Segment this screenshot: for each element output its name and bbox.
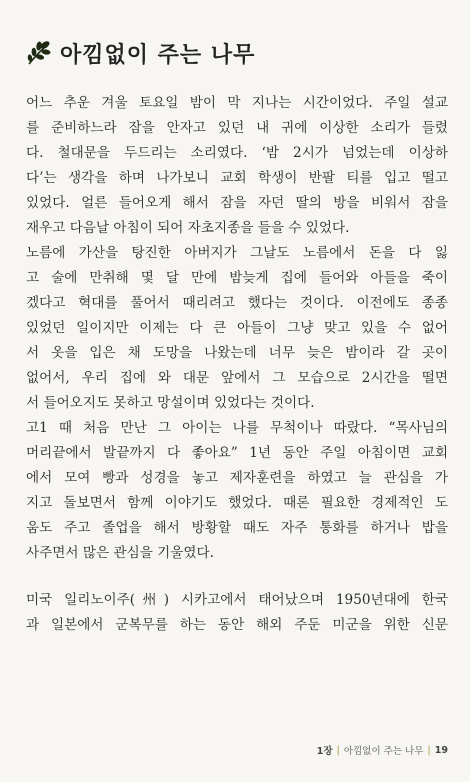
text-line: 있었던 일이지만 이제는 다 큰 아들이 그냥 맞고 있을 수 없어	[26, 320, 448, 336]
text-line: 없어서, 우리 집에 와 대문 앞에서 그 모습으로 2시간을 떨면	[26, 370, 448, 386]
paragraph	[26, 416, 448, 566]
text-line: 다’는 생각을 하며 나가보니 교회 학생이 반팔 티를 입고 떨고	[26, 170, 448, 186]
text-line: 과 일본에서 군복무를 하는 동안 해외 주둔 미군을 위한 신문	[26, 617, 448, 633]
text-line: 어느 추운 겨울 토요일 밤이 막 지나는 시간이었다. 주일 설교	[26, 95, 448, 111]
text-line: 재우고 다음날 아침이 되어 자초지종을 들을 수 있었다.	[26, 220, 350, 236]
leaf-sprig-icon	[26, 40, 54, 66]
text-line: 에서 모여 빵과 성경을 놓고 제자훈련을 하였고 늘 관심을 가	[26, 470, 448, 486]
text-line: 노름에 가산을 탕진한 아버지가 그날도 노름에서 돈을 다 잃	[26, 245, 448, 261]
footer-separator: |	[427, 744, 431, 756]
paragraph	[26, 91, 448, 241]
chapter-label: 1장	[316, 746, 333, 757]
text-line: 를 준비하느라 잠을 안자고 있던 내 귀에 이상한 소리가 들렸	[26, 120, 448, 136]
running-title: 아낌없이 주는 나무	[343, 746, 424, 757]
text-line: 겠다고 혁대를 풀어서 때리려고 했다는 것이다. 이전에도 종종	[26, 295, 448, 311]
text-line: 머리끝에서 발끝까지 다 좋아요” 1년 동안 주일 아침이면 교회	[26, 445, 448, 461]
running-footer	[317, 743, 448, 757]
text-line: 서 옷을 입은 채 도망을 나왔는데 너무 늦은 밤이라 갈 곳이	[26, 345, 448, 361]
section-title: 아낌없이 주는 나무	[60, 42, 256, 68]
paragraph-spacer	[26, 566, 448, 588]
text-line: 다. 철대문을 두드리는 소리였다. ‘밤 2시가 넘었는데 이상하	[26, 145, 448, 161]
text-line: 미국 일리노이주(州) 시카고에서 태어났으며 1950년대에 한국	[26, 592, 448, 608]
text-line: 사주면서 많은 관심을 기울였다.	[26, 545, 214, 561]
text-line: 고1 때 처음 만난 그 아이는 나를 무척이나 따랐다. “목사님의	[26, 420, 448, 436]
paragraph	[26, 241, 448, 416]
text-line: 있었다. 얼른 들어오게 해서 잠을 자던 딸의 방을 비워서 잠을	[26, 195, 448, 211]
text-line: 움도 주고 졸업을 해서 방황할 때도 자주 통화를 하거나 밥을	[26, 520, 448, 536]
text-line: 서 들어오지도 못하고 망설이며 있었다는 것이다.	[26, 395, 315, 411]
text-line: 고 술에 만취해 몇 달 만에 밤늦게 집에 들어와 아들을 죽이	[26, 270, 448, 286]
paragraph	[26, 588, 448, 638]
text-line: 지고 돌보면서 함께 이야기도 했었다. 때론 필요한 경제적인 도	[26, 495, 448, 511]
footer-separator: |	[336, 744, 340, 756]
section-heading	[26, 38, 255, 68]
page-number: 19	[434, 744, 448, 756]
body-text	[26, 91, 448, 638]
